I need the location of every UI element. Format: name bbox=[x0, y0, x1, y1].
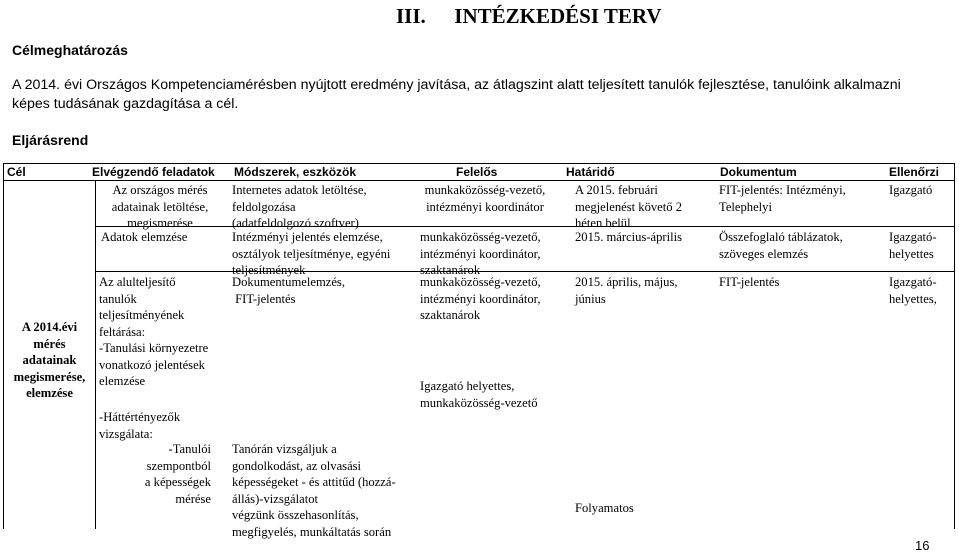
goal-cell: A 2014.évi mérés adatainak megismerése, elemzése bbox=[13, 320, 86, 400]
row-1-method: Internetes adatok letöltése, feldolgozása (adatfeldolgozó szoftver) bbox=[232, 183, 367, 230]
row-3-task-underperformers: Az alulteljesítő tanulók teljesítményének feltárása: -Tanulási környezetre vonatkozó jelentések elemzése bbox=[99, 275, 209, 388]
row-3-deadline-b: Folyamatos bbox=[575, 501, 634, 515]
page-heading bbox=[396, 4, 661, 29]
goals-text-line-2: képes tudásának gazdagítása a cél. bbox=[12, 96, 239, 112]
row-3-method-classroom: Tanórán vizsgáljuk a gondolkodást, az olvasási képességeket - és attitűd (hozzá- állás)-vizsgálatot végzünk összehasonlítás, megfigyelés, munkáltatás során bbox=[232, 442, 396, 539]
row-2-document: Összefoglaló táblázatok, szöveges elemzés bbox=[719, 230, 843, 261]
heading-title: INTÉZKEDÉSI TERV bbox=[454, 4, 662, 28]
col-header-document: Dokumentum bbox=[720, 165, 797, 179]
row-3-deadline-a: 2015. április, május, június bbox=[575, 275, 678, 306]
row-2-checker: Igazgató- helyettes bbox=[889, 230, 937, 261]
col-header-responsible: Felelős bbox=[456, 165, 498, 179]
row-1-deadline: A 2015. februári megjelenést követő 2 héten belül bbox=[575, 183, 683, 230]
goals-text-line-1: A 2014. évi Országos Kompetenciamérésben nyújtott eredmény javítása, az átlagszint alatt teljesített tanulók fejlesztése, tanulóink alkalmazni bbox=[12, 77, 901, 93]
row-2-deadline: 2015. március-április bbox=[575, 230, 683, 244]
page-number: 16 bbox=[915, 538, 930, 553]
col-divider-1 bbox=[95, 180, 96, 529]
row-1-responsible: munkaközösség-vezető, intézményi koordinátor bbox=[424, 183, 546, 214]
header-bottom-rule bbox=[3, 180, 955, 181]
row-2-method: Intézményi jelentés elemzése, osztályok teljesítménye, egyéni teljesítmények bbox=[232, 230, 391, 277]
row-3-responsible-a: munkaközösség-vezető, intézményi koordinátor, szaktanárok bbox=[420, 275, 541, 322]
row-3-checker: Igazgató- helyettes, bbox=[889, 275, 937, 306]
goals-title: Célmeghatározás bbox=[12, 42, 128, 58]
row-3-task-student-abilities: -Tanulói szempontból a képességek mérése bbox=[144, 442, 211, 506]
col-header-tasks: Elvégzendő feladatok bbox=[92, 165, 215, 179]
row-2-responsible: munkaközösség-vezető, intézményi koordinátor, szaktanárok bbox=[420, 230, 541, 277]
col-header-goal: Cél bbox=[7, 165, 26, 179]
row-2-task: Adatok elemzése bbox=[101, 230, 188, 244]
row-1-checker: Igazgató bbox=[889, 183, 933, 197]
col-header-deadline: Határidő bbox=[566, 165, 615, 179]
heading-number: III. bbox=[396, 4, 426, 28]
col-header-checker: Ellenőrzi bbox=[889, 165, 940, 179]
col-header-methods: Módszerek, eszközök bbox=[234, 165, 357, 179]
row-3-responsible-b: Igazgató helyettes, munkaközösség-vezető bbox=[420, 379, 538, 410]
row-1-bottom-rule bbox=[95, 226, 955, 227]
procedure-title: Eljárásrend bbox=[12, 132, 89, 148]
row-1-task: Az országos mérés adatainak letöltése, megismerése bbox=[111, 183, 209, 230]
table-top-rule bbox=[3, 163, 955, 164]
row-1-document: FIT-jelentés: Intézményi, Telephelyi bbox=[719, 183, 846, 214]
row-3-method-document-analysis: Dokumentumelemzés, FIT-jelentés bbox=[232, 275, 345, 306]
row-3-document: FIT-jelentés bbox=[719, 275, 780, 289]
table-right-border bbox=[954, 163, 955, 529]
row-3-task-background-factors: -Háttértényezők vizsgálata: bbox=[99, 410, 181, 441]
